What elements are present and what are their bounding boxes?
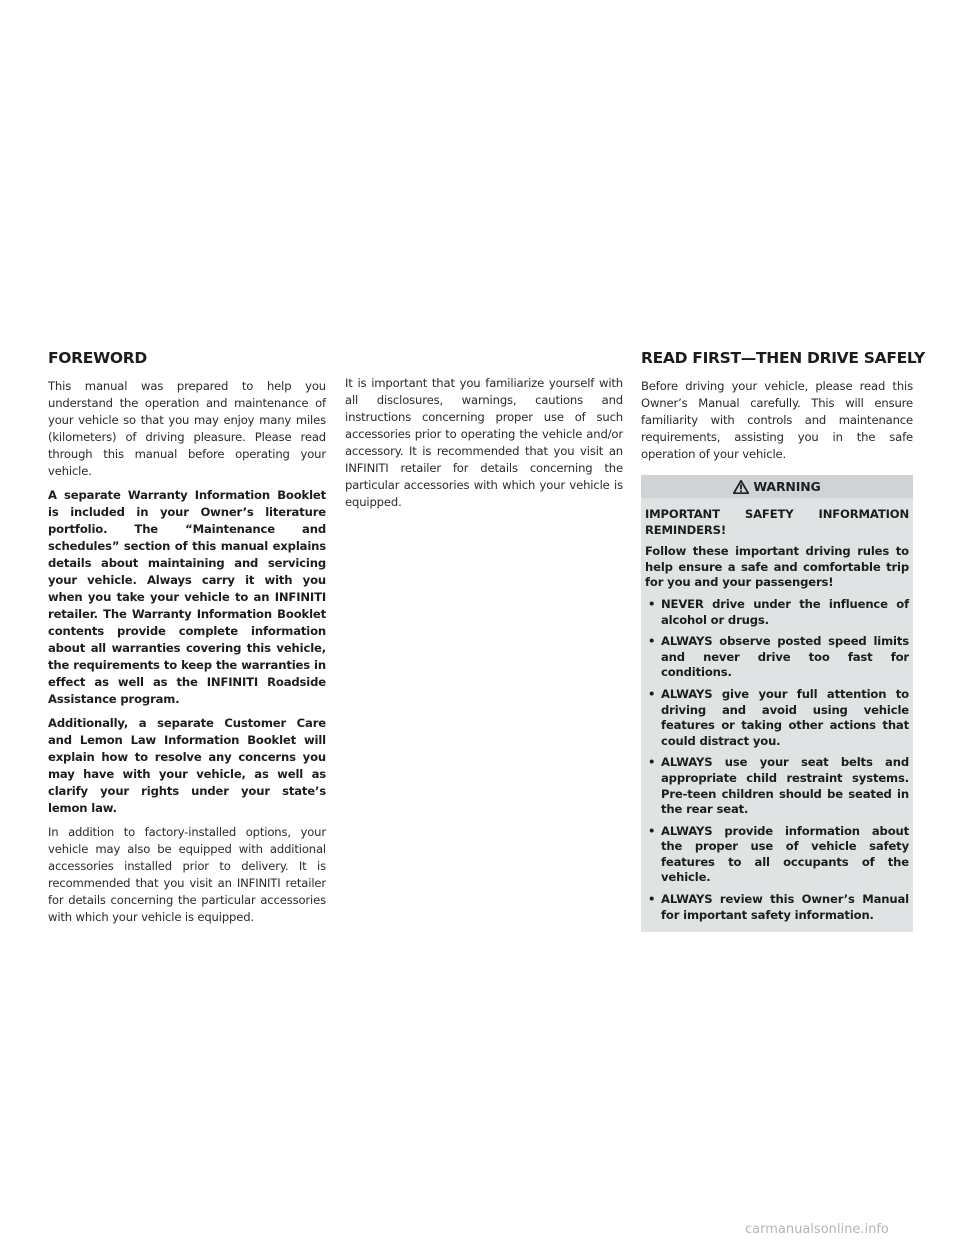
watermark: carmanualsonline.info bbox=[745, 1222, 889, 1237]
accessories-paragraph: In addition to factory-installed options, your vehicle may also be equipped with additional accessories installed prior to delivery. It is recommended that you visit an INFINITI retailer for details concerning the particular accessories with which your vehicle is equipped. bbox=[48, 825, 326, 924]
read-first-column bbox=[641, 378, 913, 932]
warning-item bbox=[645, 687, 909, 749]
read-first-intro: Before driving your vehicle, please read this Owner’s Manual carefully. This will ensure familiarity with controls and maintenance requirements, assisting you in the safe operation of your vehicle. bbox=[641, 379, 913, 461]
warning-item-text: NEVER drive under the influence of alcohol or drugs. bbox=[661, 596, 909, 627]
warning-header bbox=[641, 475, 913, 498]
warning-label: WARNING bbox=[753, 479, 821, 494]
foreword-heading: FOREWORD bbox=[48, 349, 147, 367]
bullet: • bbox=[648, 686, 656, 701]
warning-item-text: ALWAYS review this Owner’s Manual for important safety information. bbox=[661, 892, 909, 922]
warning-triangle-icon bbox=[733, 480, 749, 494]
foreword-column-2 bbox=[345, 375, 623, 518]
warning-item-text: ALWAYS provide information about the proper use of vehicle safety features to all occupants of the vehicle. bbox=[661, 823, 909, 885]
foreword-column-1 bbox=[48, 378, 326, 933]
warning-box bbox=[641, 475, 913, 932]
warning-title: IMPORTANT SAFETY INFORMATION REMINDERS! bbox=[645, 507, 909, 537]
bullet: • bbox=[648, 634, 656, 649]
warning-item-text: ALWAYS use your seat belts and appropriate child restraint systems. Pre-teen children should be seated in the rear seat. bbox=[661, 755, 909, 817]
familiarize-paragraph: It is important that you familiarize yourself with all disclosures, warnings, cautions and instructions concerning proper use of such accessories prior to operating the vehicle and/or accessory. It is recommended that you visit an INFINITI retailer for details concerning the particular accessories with which your vehicle is equipped. bbox=[345, 376, 623, 509]
warning-item-text: ALWAYS give your full attention to driving and avoid using vehicle features or taking other actions that could distract you. bbox=[661, 686, 909, 748]
bullet: • bbox=[648, 596, 656, 611]
warning-lead: Follow these important driving rules to help ensure a safe and comfortable trip for you and your passengers! bbox=[645, 544, 909, 590]
bullet: • bbox=[648, 823, 656, 838]
warning-item bbox=[645, 634, 909, 681]
warning-item bbox=[645, 892, 909, 923]
bullet: • bbox=[648, 892, 656, 907]
warning-item bbox=[645, 755, 909, 817]
read-first-heading: READ FIRST—THEN DRIVE SAFELY bbox=[641, 349, 925, 367]
lemon-law-paragraph: Additionally, a separate Customer Care and Lemon Law Information Booklet will explain how to resolve any concerns you may have with your vehicle, as well as clarify your rights under your state’s lemon law. bbox=[48, 716, 326, 815]
warranty-booklet-paragraph: A separate Warranty Information Booklet is included in your Owner’s literature portfolio. The “Maintenance and schedules” section of this manual explains details about maintaining and servicing your vehicle. Always carry it with you when you take your vehicle to an INFINITI retailer. The Warranty Information Booklet contents provide complete information about all warranties covering this vehicle, the requirements to keep the warranties in effect as well as the INFINITI Roadside Assistance program. bbox=[48, 488, 326, 706]
warning-item bbox=[645, 597, 909, 628]
warning-list bbox=[645, 597, 909, 923]
warning-item bbox=[645, 824, 909, 886]
bullet: • bbox=[648, 755, 656, 770]
foreword-paragraph-1: This manual was prepared to help you understand the operation and maintenance of your vehicle so that you may enjoy many miles (kilometers) of driving pleasure. Please read through this manual before operating your vehicle. bbox=[48, 379, 326, 478]
warning-item-text: ALWAYS observe posted speed limits and never drive too fast for conditions. bbox=[661, 634, 909, 680]
